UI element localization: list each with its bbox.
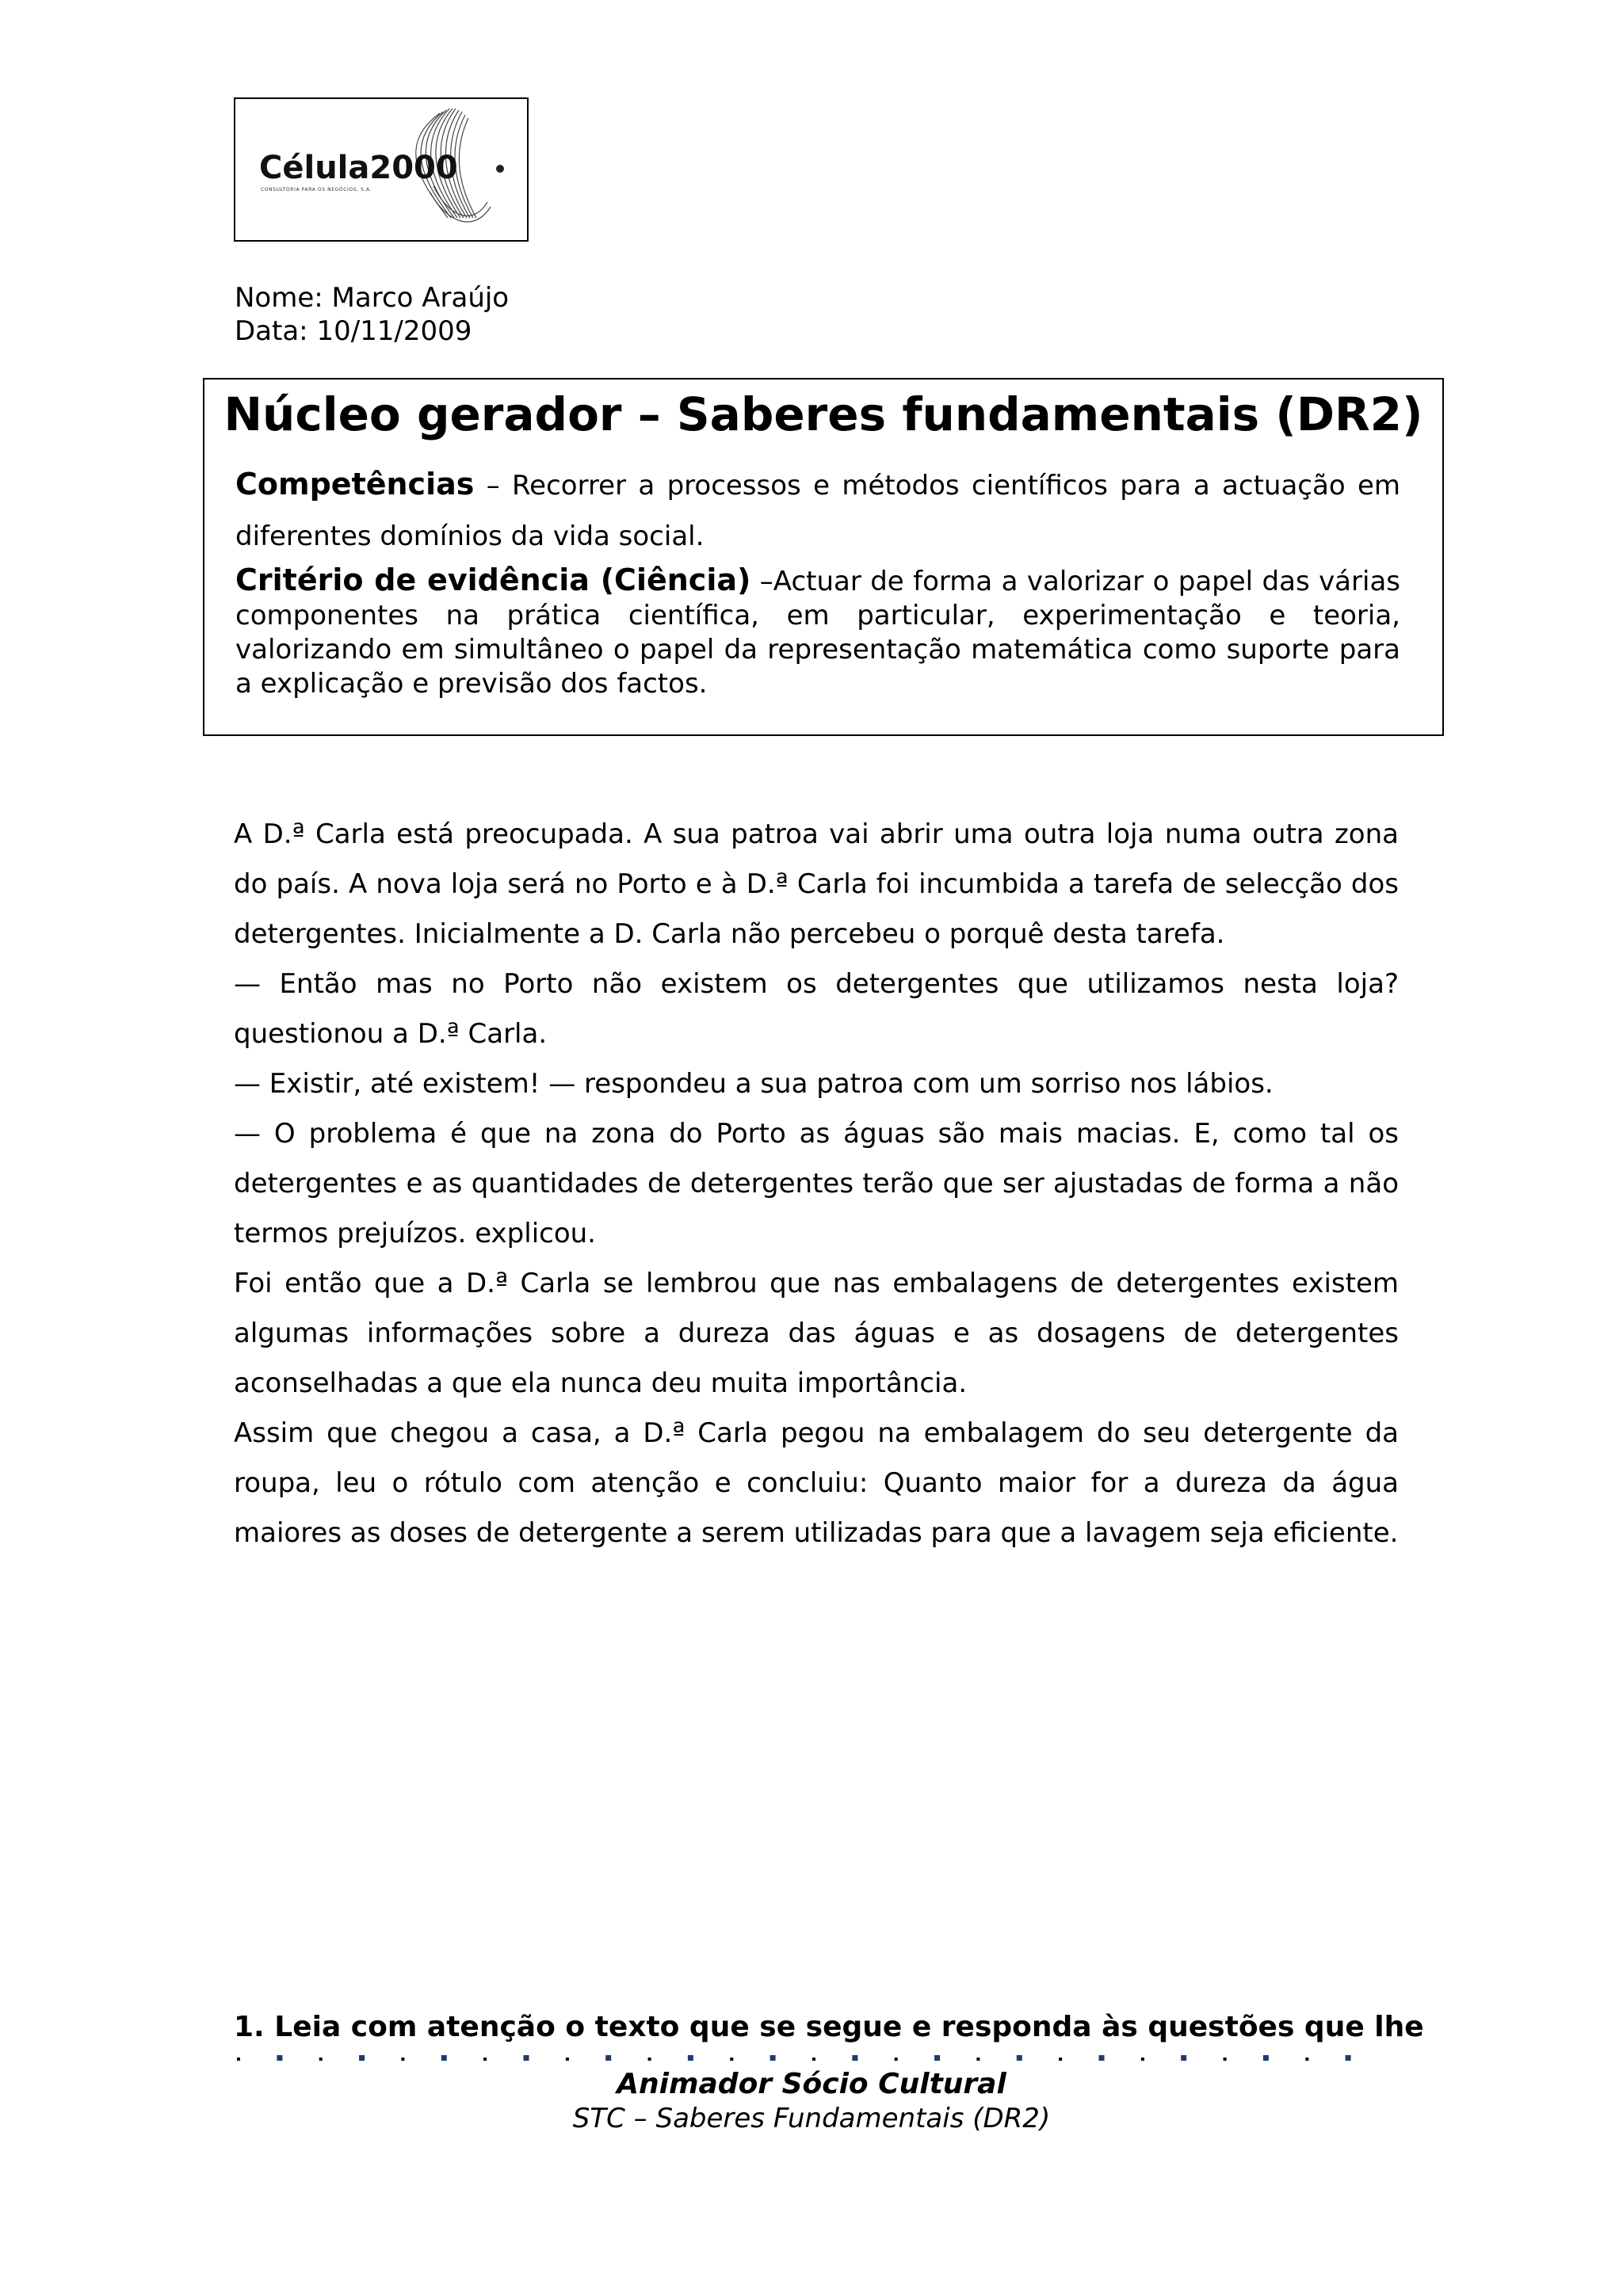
info-panel <box>203 378 1444 736</box>
separator-dot <box>730 2058 733 2061</box>
criterio-paragraph <box>235 563 1400 701</box>
competencias-paragraph <box>235 459 1400 562</box>
story-paragraph: Assim que chegou a casa, a D.ª Carla pegou na embalagem do seu detergente da roupa, leu o rótulo com atenção e concluiu: Quanto maior for a dureza da água maiores as doses de detergente a serem utilizadas para que a lavagem seja eficiente. <box>234 1417 1399 1549</box>
separator-dot <box>976 2058 980 2061</box>
story-text <box>234 810 1399 1558</box>
criterio-text: –Actuar de forma a valorizar o papel das várias componentes na prática científica, em particular, experimentação e teoria, valorizando em simultâneo o papel da representação matemática como suporte para a explicação e previsão dos factos. <box>235 566 1400 700</box>
competencias-text: – Recorrer a processos e métodos científicos para a actuação em diferentes domínios da vida social. <box>235 470 1400 552</box>
footer-module-title: STC – Saberes Fundamentais (DR2) <box>572 2103 1051 2134</box>
separator-dot <box>1224 2058 1227 2061</box>
separator-dot <box>812 2058 815 2061</box>
story-paragraph: — Então mas no Porto não existem os detergentes que utilizamos nesta loja? questionou a D.ª Carla. <box>234 968 1399 1050</box>
separator-dot <box>852 2055 857 2061</box>
separator-dot <box>648 2058 651 2061</box>
separator-dot <box>441 2055 447 2061</box>
celula2000-logo-graphic <box>235 99 527 240</box>
separator-dot <box>1099 2055 1105 2061</box>
separator-dot <box>605 2055 611 2061</box>
separator-dot <box>1346 2055 1351 2061</box>
separator-dot <box>237 2058 240 2061</box>
info-title: Núcleo gerador – Saberes fundamentais (DR2) <box>223 387 1423 441</box>
separator-dot <box>895 2058 898 2061</box>
logo-brand-text: Célula2000 <box>259 150 458 186</box>
footer-course-title: Animador Sócio Cultural <box>617 2068 1006 2100</box>
separator-dot <box>483 2058 487 2061</box>
document-date: Data: 10/11/2009 <box>235 315 472 347</box>
logo <box>234 97 529 242</box>
question-heading: 1. Leia com atenção o texto que se segue e responda às questões que lhe <box>234 2011 1424 2043</box>
separator-dot <box>359 2055 365 2061</box>
separator-dot <box>1059 2058 1062 2061</box>
separator-dot <box>566 2058 569 2061</box>
separator-dot <box>1181 2055 1186 2061</box>
story-paragraph: Foi então que a D.ª Carla se lembrou que nas embalagens de detergentes existem algumas informações sobre a dureza das águas e as dosagens de detergentes aconselhadas a que ela nunca deu muita importância. <box>234 1268 1399 1399</box>
story-paragraph: — O problema é que na zona do Porto as águas são mais macias. E, como tal os detergentes e as quantidades de detergentes terão que ser ajustadas de forma a não termos prejuízos. explicou. <box>234 1118 1399 1249</box>
story-paragraph: — Existir, até existem! — respondeu a sua patroa com um sorriso nos lábios. <box>234 1068 1274 1100</box>
criterio-label: Critério de evidência (Ciência) <box>235 563 751 597</box>
separator-dot <box>401 2058 404 2061</box>
separator-dot <box>319 2058 323 2061</box>
separator-dot <box>1017 2055 1022 2061</box>
separator-dot <box>934 2055 940 2061</box>
competencias-label: Competências <box>235 467 475 502</box>
separator-dot <box>524 2055 529 2061</box>
separator-dot <box>688 2055 693 2061</box>
decorative-dot-line <box>236 2054 1387 2063</box>
logo-tagline-text: CONSULTORIA PARA OS NEGÓCIOS, S.A. <box>261 187 372 193</box>
separator-dot <box>277 2055 282 2061</box>
separator-dot <box>1141 2058 1144 2061</box>
separator-dot <box>1305 2058 1308 2061</box>
separator-dot <box>770 2055 776 2061</box>
document-meta <box>235 281 509 348</box>
story-paragraph: A D.ª Carla está preocupada. A sua patroa vai abrir uma outra loja numa outra zona do país. A nova loja será no Porto e à D.ª Carla foi incumbida a tarefa de selecção dos detergentes. Inicialmente a D. Carla não percebeu o porquê desta tarefa. <box>234 818 1399 950</box>
author-name: Nome: Marco Araújo <box>235 282 510 314</box>
separator-dot <box>1263 2055 1269 2061</box>
